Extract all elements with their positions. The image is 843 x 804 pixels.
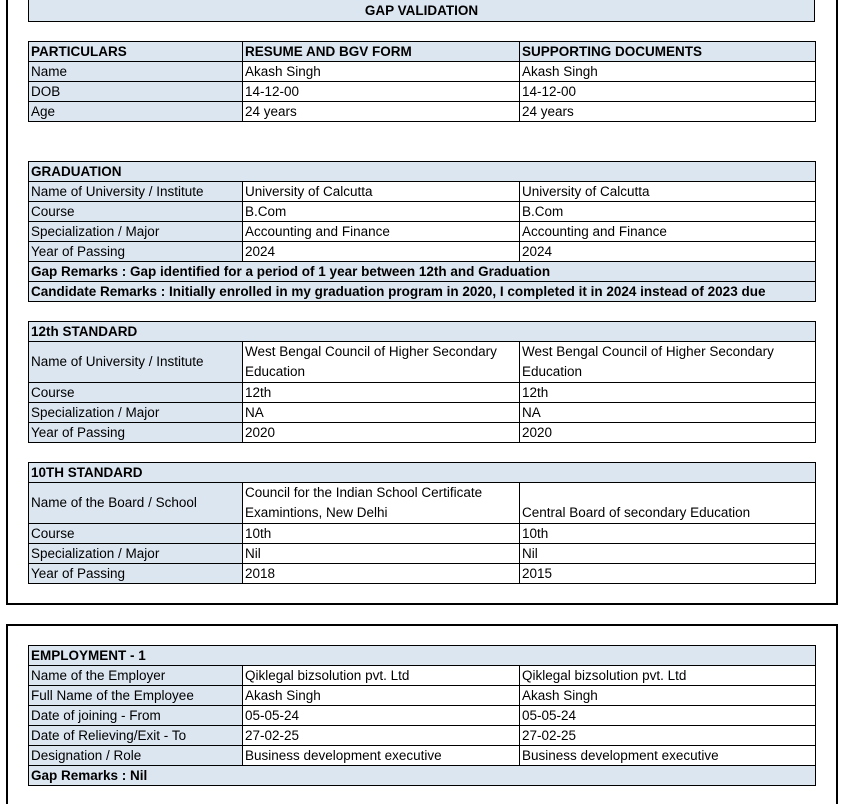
resume-value: Qiklegal bizsolution pvt. Ltd <box>243 666 520 686</box>
row-label: Year of Passing <box>29 423 243 443</box>
twelfth-heading: 12th STANDARD <box>29 322 816 342</box>
row-label: Age <box>29 102 243 122</box>
table-row <box>29 686 816 706</box>
table-row <box>29 202 816 222</box>
tenth-table <box>28 462 816 584</box>
docs-value: 05-05-24 <box>520 706 816 726</box>
resume-value: Accounting and Finance <box>243 222 520 242</box>
row-label: Year of Passing <box>29 242 243 262</box>
twelfth-table <box>28 321 816 443</box>
docs-value: 27-02-25 <box>520 726 816 746</box>
employment-table <box>28 645 816 786</box>
table-row <box>29 423 816 443</box>
table-row <box>29 62 816 82</box>
docs-value: 2020 <box>520 423 816 443</box>
gap-remarks-row <box>29 262 816 282</box>
docs-value: 12th <box>520 383 816 403</box>
row-label: Course <box>29 202 243 222</box>
docs-value: 24 years <box>520 102 816 122</box>
table-row <box>29 82 816 102</box>
resume-value: 2020 <box>243 423 520 443</box>
row-label: Name of the Board / School <box>29 483 243 524</box>
row-label: Specialization / Major <box>29 222 243 242</box>
table-row <box>29 746 816 766</box>
table-header-row <box>29 42 816 62</box>
docs-value: Central Board of secondary Education <box>520 483 816 524</box>
docs-value: 14-12-00 <box>520 82 816 102</box>
docs-value: Qiklegal bizsolution pvt. Ltd <box>520 666 816 686</box>
table-row <box>29 564 816 584</box>
employment-gap-remarks: Gap Remarks : Nil <box>29 766 816 786</box>
graduation-heading: GRADUATION <box>29 162 816 182</box>
header-resume: RESUME AND BGV FORM <box>243 42 520 62</box>
table-row <box>29 182 816 202</box>
row-label: Full Name of the Employee <box>29 686 243 706</box>
docs-value: B.Com <box>520 202 816 222</box>
docs-value: 2024 <box>520 242 816 262</box>
header-particulars: PARTICULARS <box>29 42 243 62</box>
resume-value: 12th <box>243 383 520 403</box>
resume-value: NA <box>243 403 520 423</box>
row-label: Name <box>29 62 243 82</box>
row-label: Designation / Role <box>29 746 243 766</box>
gap-remarks: Gap Remarks : Gap identified for a period of 1 year between 12th and Graduation <box>29 262 816 282</box>
tenth-heading: 10TH STANDARD <box>29 463 816 483</box>
particulars-table <box>28 41 816 122</box>
resume-value: Akash Singh <box>243 62 520 82</box>
row-label: Specialization / Major <box>29 544 243 564</box>
docs-value: Akash Singh <box>520 686 816 706</box>
table-row <box>29 383 816 403</box>
row-label: Name of the Employer <box>29 666 243 686</box>
row-label: DOB <box>29 82 243 102</box>
resume-value: 2018 <box>243 564 520 584</box>
docs-value: University of Calcutta <box>520 182 816 202</box>
docs-value: 2015 <box>520 564 816 584</box>
table-row <box>29 403 816 423</box>
docs-value: Akash Singh <box>520 62 816 82</box>
row-label: Year of Passing <box>29 564 243 584</box>
resume-value: 24 years <box>243 102 520 122</box>
section-heading-row <box>29 162 816 182</box>
resume-value: 10th <box>243 524 520 544</box>
table-row <box>29 483 816 524</box>
docs-value: Accounting and Finance <box>520 222 816 242</box>
resume-value: B.Com <box>243 202 520 222</box>
page-title: GAP VALIDATION <box>28 0 815 22</box>
resume-value: Akash Singh <box>243 686 520 706</box>
section-heading-row <box>29 646 816 666</box>
table-row <box>29 544 816 564</box>
docs-value: Nil <box>520 544 816 564</box>
section-heading-row <box>29 322 816 342</box>
docs-value: NA <box>520 403 816 423</box>
resume-value: 27-02-25 <box>243 726 520 746</box>
row-label: Course <box>29 383 243 403</box>
resume-value: 2024 <box>243 242 520 262</box>
table-row <box>29 242 816 262</box>
docs-value: 10th <box>520 524 816 544</box>
table-row <box>29 102 816 122</box>
candidate-remarks-row <box>29 282 816 302</box>
graduation-table <box>28 161 816 302</box>
docs-value: West Bengal Council of Higher Secondary Education <box>520 342 816 383</box>
gap-remarks-row <box>29 766 816 786</box>
row-label: Name of University / Institute <box>29 342 243 383</box>
header-docs: SUPPORTING DOCUMENTS <box>520 42 816 62</box>
resume-value: 14-12-00 <box>243 82 520 102</box>
resume-value: Nil <box>243 544 520 564</box>
resume-value: University of Calcutta <box>243 182 520 202</box>
row-label: Name of University / Institute <box>29 182 243 202</box>
row-label: Date of Relieving/Exit - To <box>29 726 243 746</box>
employment-heading: EMPLOYMENT - 1 <box>29 646 816 666</box>
section-heading-row <box>29 463 816 483</box>
resume-value: 05-05-24 <box>243 706 520 726</box>
candidate-remarks: Candidate Remarks : Initially enrolled in my graduation program in 2020, I completed it in 2024 instead of 2023 due <box>29 282 816 302</box>
table-row <box>29 666 816 686</box>
row-label: Course <box>29 524 243 544</box>
table-row <box>29 706 816 726</box>
resume-value: Council for the Indian School Certificate Examintions, New Delhi <box>243 483 520 524</box>
row-label: Specialization / Major <box>29 403 243 423</box>
table-row <box>29 342 816 383</box>
table-row <box>29 726 816 746</box>
resume-value: West Bengal Council of Higher Secondary Education <box>243 342 520 383</box>
table-row <box>29 222 816 242</box>
row-label: Date of joining - From <box>29 706 243 726</box>
table-row <box>29 524 816 544</box>
resume-value: Business development executive <box>243 746 520 766</box>
docs-value: Business development executive <box>520 746 816 766</box>
